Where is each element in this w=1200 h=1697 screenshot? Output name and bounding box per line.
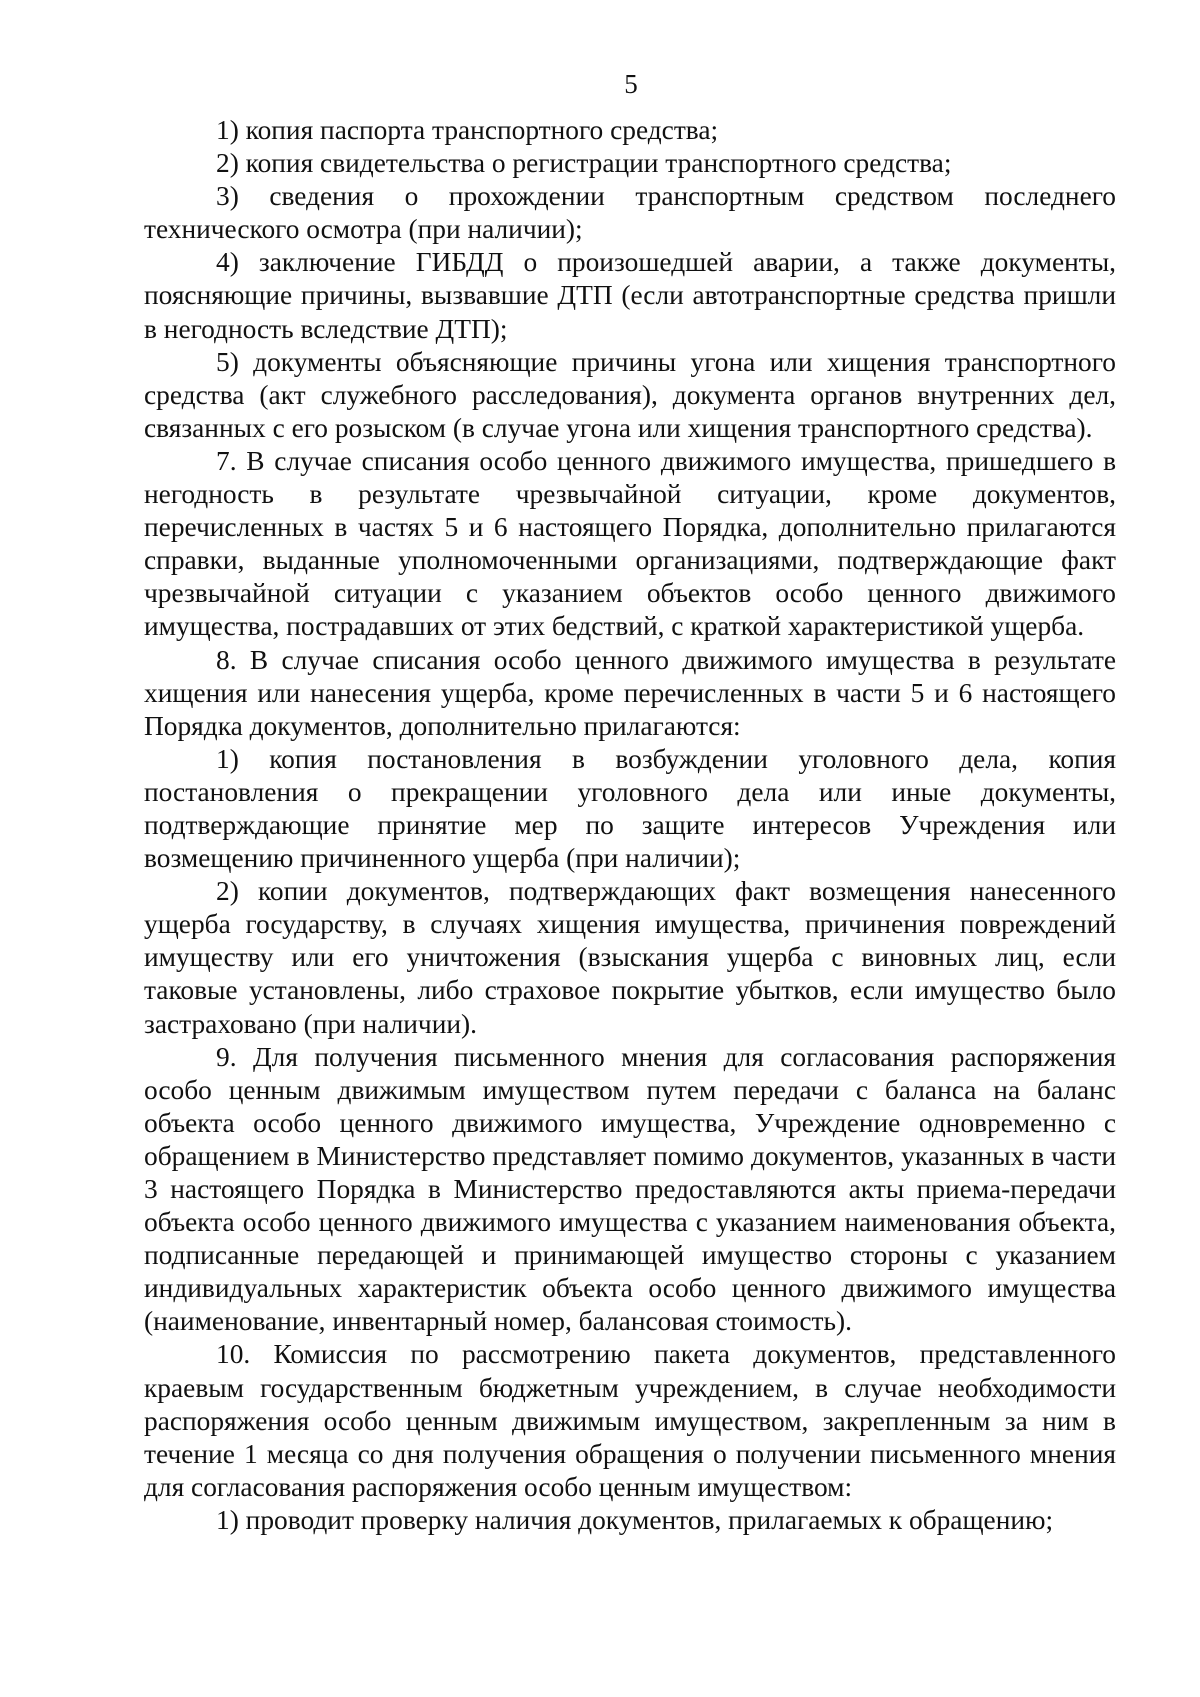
paragraph-section-8-item-1: 1) копия постановления в возбуждении уголовного дела, копия постановления о прекращении уголовного дела или иные документы, подтверждающие принятие мер по защите интересов Учреждения или возмещению причиненного ущерба (при наличии);: [144, 743, 1116, 874]
paragraph-item-4: 4) заключение ГИБДД о произошедшей аварии, а также документы, поясняющие причины, вызвавшие ДТП (если автотранспортные средства пришли в негодность вследствие ДТП);: [144, 247, 1116, 344]
paragraph-section-9: 9. Для получения письменного мнения для согласования распоряжения особо ценным движимым имуществом путем передачи с баланса на баланс объекта особо ценного движимого имущества, Учреждение одновременно с обращением в Министерство представляет помимо документов, указанных в части 3 настоящего Порядка в Министерство предоставляются акты приема-передачи объекта особо ценного движимого имущества с указанием наименования объекта, подписанные передающей и принимающей имущество стороны с указанием индивидуальных характеристик объекта особо ценного движимого имущества (наименование, инвентарный номер, балансовая стоимость).: [144, 1041, 1116, 1337]
page-number: 5: [624, 69, 638, 99]
paragraph-section-8: 8. В случае списания особо ценного движимого имущества в результате хищения или нанесения ущерба, кроме перечисленных в части 5 и 6 настоящего Порядка документов, дополнительно прилагаются:: [144, 644, 1116, 741]
paragraph-section-10-item-1: 1) проводит проверку наличия документов, прилагаемых к обращению;: [216, 1504, 1054, 1535]
paragraph-item-5: 5) документы объясняющие причины угона или хищения транспортного средства (акт служебного расследования), документа органов внутренних дел, связанных с его розыском (в случае угона или хищения транспортного средства).: [144, 346, 1116, 443]
paragraph-item-1: 1) копия паспорта транспортного средства;: [216, 115, 719, 145]
paragraph-item-2: 2) копия свидетельства о регистрации транспортного средства;: [216, 148, 952, 179]
paragraph-item-3: 3) сведения о прохождении транспортным средством последнего технического осмотра (при наличии);: [144, 181, 1116, 245]
document-body: [144, 114, 1116, 1537]
paragraph-section-7: 7. В случае списания особо ценного движимого имущества, пришедшего в негодность в результате чрезвычайной ситуации, кроме документов, перечисленных в частях 5 и 6 настоящего Порядка, дополнительно прилагаются справки, выданные уполномоченными организациями, подтверждающие факт чрезвычайной ситуации с указанием объектов особо ценного движимого имущества, пострадавших от этих бедствий, с краткой характеристикой ущерба.: [144, 445, 1116, 642]
paragraph-section-10: 10. Комиссия по рассмотрению пакета документов, представленного краевым государственным бюджетным учреждением, в случае необходимости распоряжения особо ценным движимым имуществом, закрепленным за ним в течение 1 месяца со дня получения обращения о получении письменного мнения для согласования распоряжения особо ценным имуществом:: [144, 1339, 1116, 1502]
paragraph-section-8-item-2: 2) копии документов, подтверждающих факт возмещения нанесенного ущерба государству, в случаях хищения имущества, причинения повреждений имуществу или его уничтожения (взыскания ущерба с виновных лиц, если таковые установлены, либо страховое покрытие убытков, если имущество было застраховано (при наличии).: [144, 876, 1116, 1039]
